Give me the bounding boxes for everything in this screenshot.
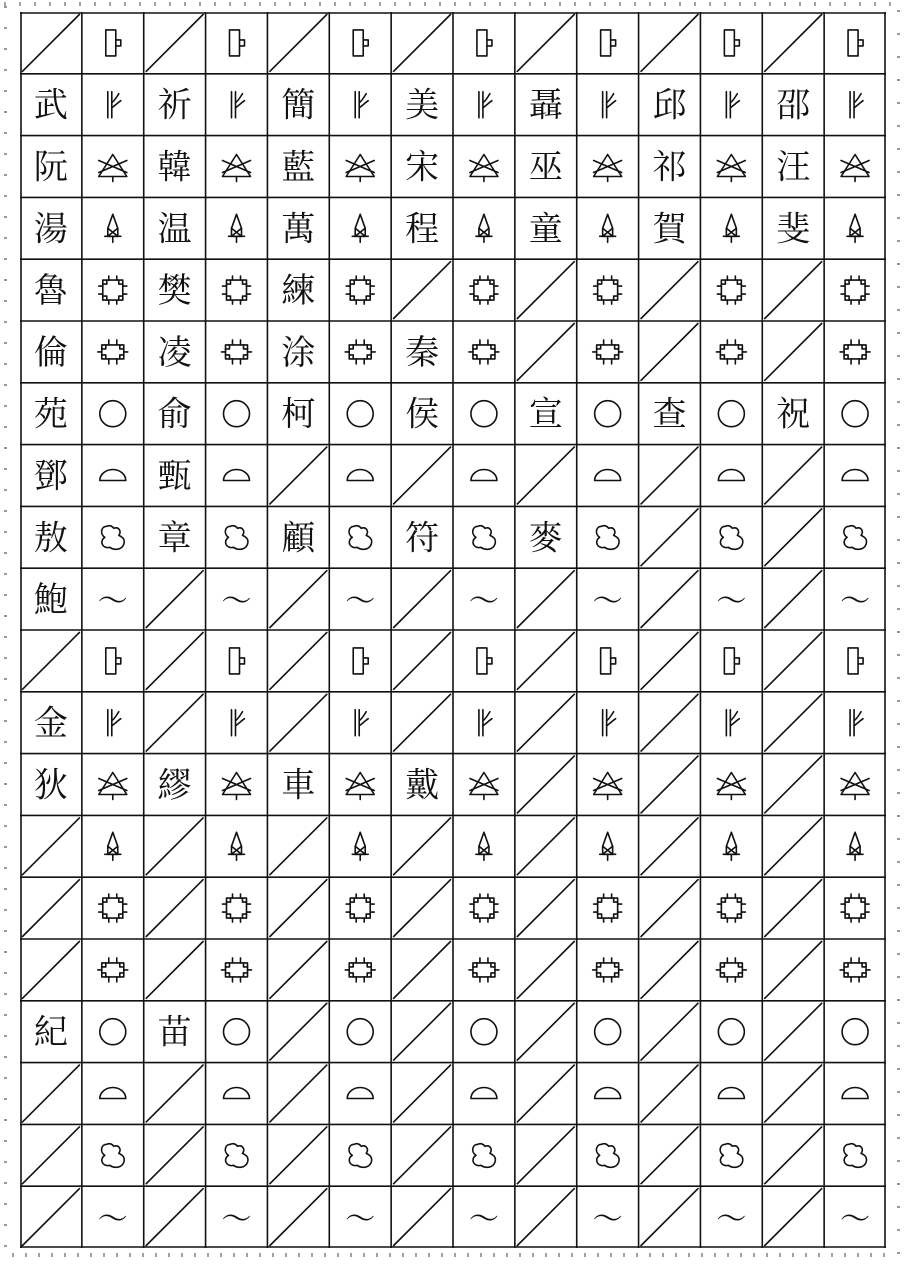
tilde-symbol: ～ [716, 1202, 747, 1238]
name-cell [529, 518, 563, 558]
surname-character: 甄 [157, 456, 192, 497]
surname-character: 倫 [33, 332, 68, 373]
surname-character: 樊 [157, 271, 192, 312]
name-cell [34, 457, 68, 497]
surname-character: 顧 [281, 518, 316, 559]
surname-character: 鮑 [33, 580, 68, 621]
name-cell [405, 333, 439, 373]
surname-character: 簡 [281, 85, 316, 126]
surname-symbol-grid [20, 12, 886, 1248]
name-cell [34, 333, 68, 373]
grid-lines [20, 12, 886, 1248]
name-cell [34, 1013, 68, 1053]
tilde-symbol: ～ [592, 1202, 623, 1238]
surname-character: 聶 [528, 85, 563, 126]
name-cell [405, 148, 439, 188]
surname-character: 柯 [281, 394, 316, 435]
tilde-symbol: ～ [840, 1202, 871, 1238]
tilde-symbol: ～ [592, 584, 623, 620]
tilde-symbol: ～ [97, 1202, 128, 1238]
surname-character: 武 [33, 85, 68, 126]
symbol-cell [222, 1202, 252, 1237]
surname-character: 邵 [776, 85, 811, 126]
symbol-cell [840, 1202, 870, 1237]
name-cell [405, 395, 439, 435]
surname-character: 童 [528, 209, 563, 250]
name-cell [34, 704, 68, 744]
name-cell [158, 518, 192, 558]
surname-character: 斐 [776, 209, 811, 250]
name-cell [158, 766, 192, 806]
name-cell [653, 209, 689, 249]
surname-character: 賀 [652, 209, 687, 250]
symbol-cell [593, 584, 623, 619]
name-cell [529, 86, 563, 126]
name-cell [281, 518, 316, 558]
name-cell [34, 518, 68, 558]
symbol-cell [98, 584, 128, 619]
symbol-cell [469, 1202, 499, 1237]
name-cell [281, 209, 315, 249]
name-cell [158, 209, 192, 249]
surname-character: 温 [157, 209, 192, 250]
surname-character: 鄧 [33, 456, 68, 497]
symbol-cell [222, 584, 252, 619]
surname-character: 美 [405, 85, 440, 126]
tilde-symbol: ～ [345, 584, 376, 620]
dotted-border-bottom [12, 1253, 892, 1257]
name-cell [281, 333, 315, 373]
tilde-symbol: ～ [97, 584, 128, 620]
name-cell [34, 148, 68, 188]
tilde-symbol: ～ [468, 1202, 499, 1238]
dotted-border-top [4, 2, 903, 6]
name-cell [158, 395, 192, 435]
name-cell [405, 209, 439, 249]
surname-character: 車 [281, 765, 316, 806]
surname-character: 汪 [776, 147, 811, 188]
symbol-cell [345, 1202, 375, 1237]
name-cell [158, 86, 192, 126]
surname-character: 韓 [157, 147, 192, 188]
surname-character: 魯 [33, 271, 68, 312]
surname-character: 繆 [157, 765, 192, 806]
name-cell [776, 395, 810, 435]
symbol-cell [98, 1202, 128, 1237]
name-cell [34, 395, 68, 435]
surname-character: 查 [652, 394, 687, 435]
name-cell [281, 766, 315, 806]
symbol-cell [716, 584, 746, 619]
name-cell [34, 580, 68, 620]
surname-character: 湯 [33, 209, 68, 250]
symbol-cell [716, 1202, 746, 1237]
surname-character: 藍 [281, 147, 316, 188]
tilde-symbol: ～ [468, 584, 499, 620]
name-cell [653, 86, 687, 126]
surname-character: 金 [33, 703, 68, 744]
name-cell [158, 333, 192, 373]
symbol-cell [593, 1202, 623, 1237]
surname-character: 符 [405, 518, 440, 559]
tilde-symbol: ～ [345, 1202, 376, 1238]
surname-character: 麥 [528, 518, 563, 559]
dotted-border-left [4, 6, 7, 1256]
name-cell [34, 766, 68, 806]
surname-character: 程 [405, 209, 440, 250]
name-cell [405, 766, 439, 806]
surname-character: 凌 [157, 332, 192, 373]
name-cell [281, 148, 315, 188]
surname-character: 祝 [776, 394, 811, 435]
surname-character: 狄 [33, 765, 68, 806]
surname-character: 祈 [157, 85, 192, 126]
surname-character: 章 [157, 518, 192, 559]
name-cell [281, 395, 315, 435]
name-cell [405, 518, 439, 558]
dotted-border-right [897, 10, 900, 1255]
name-cell [405, 86, 439, 126]
surname-character: 苗 [157, 1012, 192, 1053]
name-cell [158, 148, 192, 188]
name-cell [281, 271, 315, 311]
surname-character: 紀 [33, 1012, 68, 1053]
surname-character: 邱 [652, 85, 687, 126]
tilde-symbol: ～ [221, 584, 252, 620]
surname-character: 巫 [528, 147, 563, 188]
name-cell [529, 148, 563, 188]
surname-character: 涂 [281, 332, 316, 373]
name-cell [34, 86, 68, 126]
grid-canvas [20, 12, 886, 1248]
name-cell [529, 209, 563, 249]
name-cell [776, 209, 810, 249]
symbol-cell [840, 584, 870, 619]
surname-character: 阮 [33, 147, 68, 188]
name-cell [529, 395, 563, 435]
symbol-cell [345, 584, 375, 619]
surname-character: 練 [281, 271, 316, 312]
tilde-symbol: ～ [840, 584, 871, 620]
name-cell [776, 86, 810, 126]
name-cell [281, 86, 315, 126]
name-cell [34, 209, 68, 249]
surname-character: 祁 [652, 147, 687, 188]
surname-character: 苑 [33, 394, 68, 435]
name-cell [158, 457, 192, 497]
surname-character: 萬 [281, 209, 316, 250]
surname-character: 敖 [33, 518, 68, 559]
tilde-symbol: ～ [221, 1202, 252, 1238]
surname-character: 侯 [405, 394, 440, 435]
symbol-cell [469, 584, 499, 619]
name-cell [653, 148, 687, 188]
tilde-symbol: ～ [716, 584, 747, 620]
surname-character: 秦 [405, 332, 440, 373]
name-cell [158, 1013, 192, 1053]
name-cell [34, 271, 68, 311]
surname-character: 宣 [528, 394, 563, 435]
name-cell [653, 395, 687, 435]
surname-character: 戴 [405, 765, 440, 806]
name-cell [158, 271, 192, 311]
name-cell [776, 148, 810, 188]
surname-character: 宋 [405, 147, 440, 188]
surname-character: 俞 [157, 394, 192, 435]
